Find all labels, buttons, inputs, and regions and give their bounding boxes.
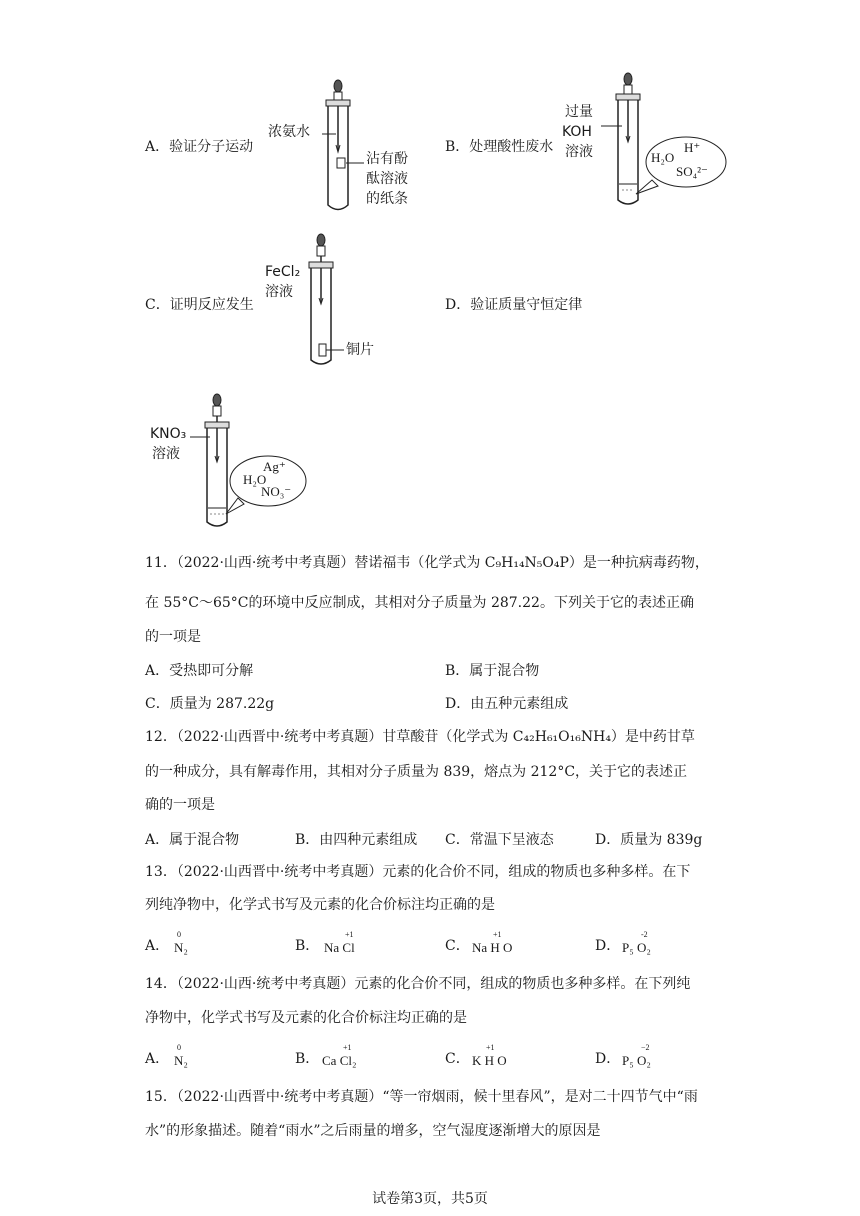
copper-label: 铜片 [346,342,374,358]
q14-option-b-label: B． [295,1051,320,1067]
ion-no3: NO₃⁻ [261,484,292,499]
q14-b-valence: +1 [343,1043,352,1052]
ion-h: H⁺ [684,140,701,155]
q13-c-valence: +1 [493,930,502,939]
q14-d-formula-text: P₅ O₂ [622,1053,651,1068]
fecl2-label-line2: 溶液 [265,284,293,300]
option-c: C．证明反应发生 [145,297,254,313]
q15-line2: 水”的形象描述。随着“雨水”之后雨量的增多，空气湿度逐渐增大的原因是 [145,1123,601,1139]
q13-line2: 列纯净物中，化学式书写及元素的化合价标注均正确的是 [145,897,495,913]
q14-a-valence: 0 [177,1043,181,1052]
q14-option-b-formula [322,1043,357,1069]
q12-line1: 12．（2022·山西晋中·统考中考真题）甘草酸苷（化学式为 C₄₂H₆₁O₁₆NH₄）是中药甘草 [145,729,695,745]
strip-label-line1: 沾有酚 [366,151,408,167]
q13-d-formula-text: P₅ O₂ [622,940,651,955]
q13-c-formula-text: Na H O [472,940,513,955]
q13-option-d-formula [622,930,651,956]
option-d: D．验证质量守恒定律 [445,297,583,313]
q11-option-a: A．受热即可分解 [145,663,254,679]
q12-line2: 的一种成分，具有解毒作用，其相对分子质量为 839，熔点为 212°C，关于它的表述正 [145,764,688,780]
q14-a-formula-text: N₂ [174,1053,188,1068]
koh-label-line3: 溶液 [565,144,593,160]
q14-b-formula-text: Ca Cl₂ [322,1053,357,1068]
q12-option-c: C．常温下呈液态 [445,832,554,848]
option-b: B．处理酸性废水 [445,139,554,155]
q12-option-a: A．属于混合物 [145,832,240,848]
q14-line1: 14．（2022·山西·统考中考真题）元素的化合价不同，组成的物质也多种多样。在下列纯 [145,976,691,992]
option-a: A．验证分子运动 [145,139,254,155]
q14-d-valence: −2 [641,1043,650,1052]
q12-option-b: B．由四种元素组成 [295,832,418,848]
ion-water-b: H₂O [651,150,675,165]
q13-option-d-label: D． [595,938,621,954]
q14-c-formula-text: K H O [472,1053,507,1068]
page-footer: 试卷第3页，共5页 [372,1191,488,1207]
ammonia-label: 浓氨水 [268,124,310,140]
q14-option-a-formula [174,1043,188,1069]
strip-label-line2: 酞溶液 [366,171,408,187]
q13-option-c-formula [472,930,513,956]
q13-option-a-formula [174,930,188,956]
test-tube-kno3-drawing [0,0,1,1]
q11-option-d: D．由五种元素组成 [445,696,569,712]
q14-c-valence: +1 [486,1043,495,1052]
q13-a-valence: 0 [177,930,181,939]
q14-option-d-label: D． [595,1051,621,1067]
q13-b-valence: +1 [345,930,354,939]
ion-so4: SO₄²⁻ [676,164,708,179]
q13-a-formula-text: N₂ [174,940,188,955]
ion-water-d: H₂O [243,472,267,487]
q12-option-d: D．质量为 839g [595,832,703,848]
q11-option-c: C．质量为 287.22g [145,696,275,712]
q11-line1: 11．（2022·山西·统考中考真题）替诺福韦（化学式为 C₉H₁₄N₅O₄P）是一种抗病毒药物， [145,555,709,571]
q11-option-b: B．属于混合物 [445,663,540,679]
q14-option-d-formula [622,1043,651,1069]
q14-option-c-label: C． [445,1051,470,1067]
fecl2-label-line1: FeCl₂ [265,264,301,280]
q13-option-b-formula [324,930,355,956]
q14-option-a-label: A． [145,1051,170,1067]
koh-label-line2: KOH [562,124,592,140]
q13-option-a-label: A． [145,938,170,954]
q13-option-c-label: C． [445,938,470,954]
q12-line3: 确的一项是 [145,797,215,813]
q11-line3: 的一项是 [145,629,201,645]
kno3-label-line1: KNO₃ [150,426,187,442]
q14-line2: 净物中，化学式书写及元素的化合价标注均正确的是 [145,1010,467,1026]
q11-line2: 在 55°C～65°C的环境中反应制成，其相对分子质量为 287.22。下列关于它的表述正确 [145,595,694,611]
kno3-label-line2: 溶液 [152,446,180,462]
q15-line1: 15．（2022·山西晋中·统考中考真题）“等一帘烟雨，候十里春风”，是对二十四节气中“雨 [145,1089,698,1105]
q13-option-b-label: B． [295,938,320,954]
q14-option-c-formula [472,1043,507,1069]
q13-d-valence: -2 [641,930,648,939]
q13-line1: 13．（2022·山西晋中·统考中考真题）元素的化合价不同，组成的物质也多种多样。在下 [145,864,691,880]
koh-label-line1: 过量 [565,104,593,120]
q13-b-formula-text: Na Cl [324,940,355,955]
ion-ag: Ag⁺ [263,459,286,474]
strip-label-line3: 的纸条 [366,191,408,207]
